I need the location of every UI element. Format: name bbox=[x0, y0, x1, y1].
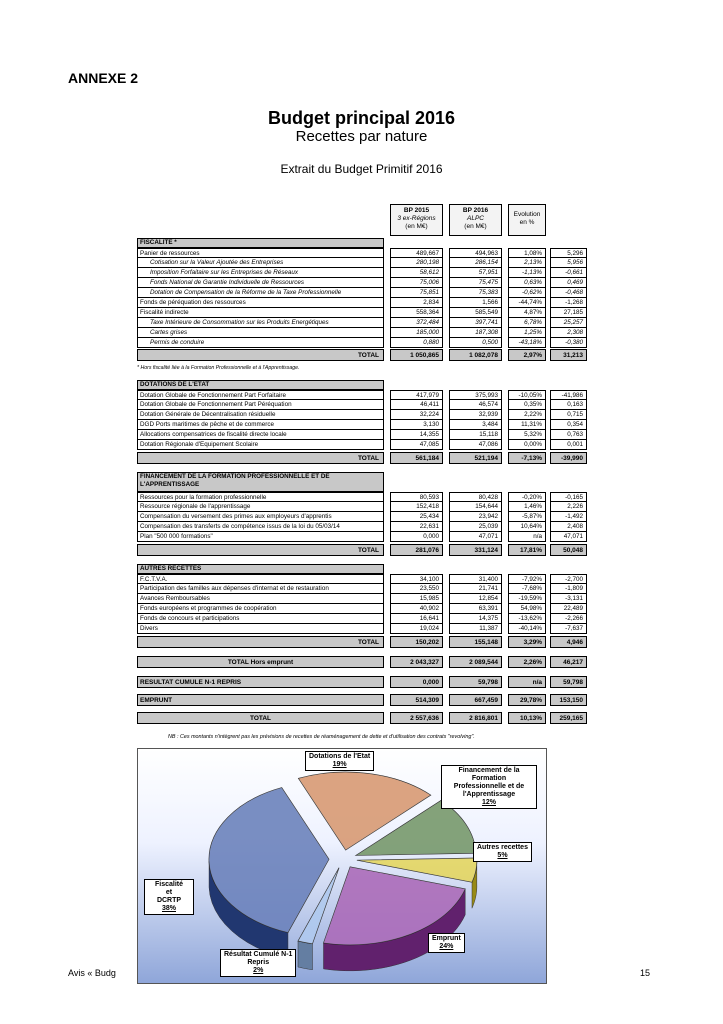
table-row bbox=[137, 502, 583, 512]
table-row bbox=[137, 512, 583, 522]
table-row bbox=[137, 308, 583, 318]
total-value: 561,184 bbox=[390, 452, 443, 464]
section-autres: AUTRES RECETTES bbox=[137, 564, 384, 574]
pie-chart bbox=[137, 748, 547, 984]
label-fiscalite: Fiscalité et DCRTP 38% bbox=[144, 879, 194, 915]
row-value: 47,086 bbox=[449, 440, 502, 450]
page-number: 15 bbox=[640, 968, 651, 978]
row-label: Permis de conduire bbox=[137, 338, 384, 348]
total-label: RESULTAT CUMULE N-1 REPRIS bbox=[137, 676, 384, 688]
row-label: Fonds de concours et participations bbox=[137, 614, 384, 624]
row-label: Dotation Globale de Fonctionnement Part Péréquation bbox=[137, 400, 384, 410]
slice-resultat-side bbox=[298, 941, 312, 970]
total-label: TOTAL bbox=[137, 349, 384, 361]
table-row bbox=[137, 338, 583, 348]
row-label: Fonds de péréquation des ressources bbox=[137, 298, 384, 308]
row-value: -1,13% bbox=[508, 268, 546, 278]
total-row bbox=[137, 694, 583, 706]
header-bp2015: BP 2015 3 ex-Régions (en M€) bbox=[390, 204, 443, 236]
row-value: 4,87% bbox=[508, 308, 546, 318]
table-row bbox=[137, 258, 583, 268]
row-value: 22,631 bbox=[390, 522, 443, 532]
row-value: -0,165 bbox=[550, 492, 587, 502]
row-value: 47,085 bbox=[390, 440, 443, 450]
row-value: 23,942 bbox=[449, 512, 502, 522]
total-value: 514,309 bbox=[390, 694, 443, 706]
row-label: Fiscalité indirecte bbox=[137, 308, 384, 318]
row-value: 75,006 bbox=[390, 278, 443, 288]
table-row bbox=[137, 298, 583, 308]
row-label: Allocations compensatrices de fiscalité directe locale bbox=[137, 430, 384, 440]
row-value: 3,484 bbox=[449, 420, 502, 430]
row-value: 63,391 bbox=[449, 604, 502, 614]
row-value: n/a bbox=[508, 532, 546, 542]
row-value: -1,809 bbox=[550, 584, 587, 594]
row-label: Ressources pour la formation professionnelle bbox=[137, 492, 384, 502]
total-label: EMPRUNT bbox=[137, 694, 384, 706]
header-bp2016: BP 2016 ALPC (en M€) bbox=[449, 204, 502, 236]
total-value: 31,213 bbox=[550, 349, 587, 361]
total-value: 2 557,636 bbox=[390, 712, 443, 724]
row-label: Dotation Globale de Fonctionnement Part Forfaitaire bbox=[137, 390, 384, 400]
row-value: 1,08% bbox=[508, 248, 546, 258]
row-value: 15,985 bbox=[390, 594, 443, 604]
total-value: 17,81% bbox=[508, 544, 546, 556]
row-value: 11,387 bbox=[449, 624, 502, 634]
row-value: 0,163 bbox=[550, 400, 587, 410]
total-row bbox=[137, 349, 583, 361]
row-value: 58,612 bbox=[390, 268, 443, 278]
section-formation: FINANCEMENT DE LA FORMATION PROFESSIONNELLE ET DE L'APPRENTISSAGE bbox=[137, 472, 384, 492]
row-value: 372,484 bbox=[390, 318, 443, 328]
row-value: -10,05% bbox=[508, 390, 546, 400]
page-title: Budget principal 2016 bbox=[267, 108, 456, 128]
row-value: 40,902 bbox=[390, 604, 443, 614]
table-row bbox=[137, 440, 583, 450]
row-value: -7,637 bbox=[550, 624, 587, 634]
label-dotations: Dotations de l'Etat 19% bbox=[305, 751, 374, 771]
row-label: Avances Remboursables bbox=[137, 594, 384, 604]
nb-note: NB : Ces montants n'intègrent pas les prévisions de recettes de réaménagement de dette et d'utilisation des contrats "revolving". bbox=[168, 734, 475, 740]
table-row bbox=[137, 614, 583, 624]
total-value: 29,78% bbox=[508, 694, 546, 706]
row-value: 19,024 bbox=[390, 624, 443, 634]
row-value: -0,661 bbox=[550, 268, 587, 278]
total-label: TOTAL bbox=[137, 712, 384, 724]
table-row bbox=[137, 318, 583, 328]
footer-left: Avis « Budg bbox=[68, 968, 116, 978]
row-value: 75,383 bbox=[449, 288, 502, 298]
row-value: 154,644 bbox=[449, 502, 502, 512]
row-value: 2,13% bbox=[508, 258, 546, 268]
row-value: 46,411 bbox=[390, 400, 443, 410]
row-value: 0,500 bbox=[449, 338, 502, 348]
total-label: TOTAL Hors emprunt bbox=[137, 656, 384, 668]
total-value: 10,13% bbox=[508, 712, 546, 724]
table-row bbox=[137, 532, 583, 542]
table-note: * Hors fiscalité liée à la Formation Professionnelle et à l'Apprentissage. bbox=[137, 365, 300, 371]
row-value: -41,986 bbox=[550, 390, 587, 400]
table-row bbox=[137, 492, 583, 502]
total-value: 521,194 bbox=[449, 452, 502, 464]
row-value: 1,46% bbox=[508, 502, 546, 512]
row-value: 0,35% bbox=[508, 400, 546, 410]
row-value: 0,63% bbox=[508, 278, 546, 288]
row-value: 80,428 bbox=[449, 492, 502, 502]
total-value: n/a bbox=[508, 676, 546, 688]
row-label: Compensation des transferts de compétence issus de la loi du 05/03/14 bbox=[137, 522, 384, 532]
total-row bbox=[137, 712, 583, 724]
row-value: -7,68% bbox=[508, 584, 546, 594]
row-value: 31,400 bbox=[449, 574, 502, 584]
label-autres: Autres recettes 5% bbox=[473, 842, 532, 862]
row-value: 0,715 bbox=[550, 410, 587, 420]
table-row bbox=[137, 604, 583, 614]
label-formation: Financement de la Formation Professionnelle et de l'Apprentissage 12% bbox=[441, 765, 537, 809]
row-value: 187,308 bbox=[449, 328, 502, 338]
row-value: 1,566 bbox=[449, 298, 502, 308]
row-label: Imposition Forfaitaire sur les Entreprises de Réseaux bbox=[137, 268, 384, 278]
total-row bbox=[137, 636, 583, 648]
row-label: F.C.T.V.A. bbox=[137, 574, 384, 584]
row-value: 494,963 bbox=[449, 248, 502, 258]
row-label: Compensation du versement des primes aux employeurs d'apprentis bbox=[137, 512, 384, 522]
row-label: Ressource régionale de l'apprentissage bbox=[137, 502, 384, 512]
total-value: 153,150 bbox=[550, 694, 587, 706]
row-value: 54,98% bbox=[508, 604, 546, 614]
row-label: Participation des familles aux dépenses d'internat et de restauration bbox=[137, 584, 384, 594]
row-value: -1,268 bbox=[550, 298, 587, 308]
label-resultat: Résultat Cumulé N-1 Repris 2% bbox=[220, 949, 296, 977]
row-value: -7,92% bbox=[508, 574, 546, 584]
row-value: -2,700 bbox=[550, 574, 587, 584]
total-label: TOTAL bbox=[137, 544, 384, 556]
row-value: -1,492 bbox=[550, 512, 587, 522]
table-row bbox=[137, 248, 583, 258]
row-value: 34,100 bbox=[390, 574, 443, 584]
total-value: -7,13% bbox=[508, 452, 546, 464]
row-value: 14,375 bbox=[449, 614, 502, 624]
total-value: 2 043,327 bbox=[390, 656, 443, 668]
row-label: Cotisation sur la Valeur Ajoutée des Entreprises bbox=[137, 258, 384, 268]
table-row bbox=[137, 328, 583, 338]
table-row bbox=[137, 288, 583, 298]
row-value: 21,741 bbox=[449, 584, 502, 594]
row-label: Fonds National de Garantie Individuelle de Ressources bbox=[137, 278, 384, 288]
row-value: 32,224 bbox=[390, 410, 443, 420]
total-value: 155,148 bbox=[449, 636, 502, 648]
row-value: 75,851 bbox=[390, 288, 443, 298]
total-value: 281,076 bbox=[390, 544, 443, 556]
total-label: TOTAL bbox=[137, 452, 384, 464]
row-value: -0,468 bbox=[550, 288, 587, 298]
row-value: 2,226 bbox=[550, 502, 587, 512]
row-value: 558,364 bbox=[390, 308, 443, 318]
row-value: 6,78% bbox=[508, 318, 546, 328]
row-value: -43,18% bbox=[508, 338, 546, 348]
row-value: -0,62% bbox=[508, 288, 546, 298]
row-value: 286,154 bbox=[449, 258, 502, 268]
total-value: 667,459 bbox=[449, 694, 502, 706]
table-row bbox=[137, 574, 583, 584]
total-value: 1 082,078 bbox=[449, 349, 502, 361]
row-value: 15,118 bbox=[449, 430, 502, 440]
row-value: 25,257 bbox=[550, 318, 587, 328]
row-label: Divers bbox=[137, 624, 384, 634]
row-label: Fonds européens et programmes de coopération bbox=[137, 604, 384, 614]
row-value: 2,408 bbox=[550, 522, 587, 532]
table-row bbox=[137, 584, 583, 594]
total-value: 2 816,801 bbox=[449, 712, 502, 724]
row-value: 585,549 bbox=[449, 308, 502, 318]
row-value: 3,130 bbox=[390, 420, 443, 430]
row-value: -13,62% bbox=[508, 614, 546, 624]
total-row bbox=[137, 676, 583, 688]
total-value: 331,124 bbox=[449, 544, 502, 556]
table-row bbox=[137, 624, 583, 634]
row-value: -44,74% bbox=[508, 298, 546, 308]
row-value: 280,198 bbox=[390, 258, 443, 268]
row-value: 25,039 bbox=[449, 522, 502, 532]
row-value: 16,641 bbox=[390, 614, 443, 624]
row-value: 417,979 bbox=[390, 390, 443, 400]
total-value: 2 089,544 bbox=[449, 656, 502, 668]
section-dotations: DOTATIONS DE L'ETAT bbox=[137, 380, 384, 390]
extract-title: Extrait du Budget Primitif 2016 bbox=[280, 162, 443, 176]
table-row bbox=[137, 410, 583, 420]
row-value: 23,550 bbox=[390, 584, 443, 594]
table-row bbox=[137, 278, 583, 288]
row-label: Panier de ressources bbox=[137, 248, 384, 258]
total-value: 1 050,865 bbox=[390, 349, 443, 361]
row-value: 0,354 bbox=[550, 420, 587, 430]
total-value: 59,798 bbox=[550, 676, 587, 688]
row-label: Plan "500 000 formations" bbox=[137, 532, 384, 542]
table-row bbox=[137, 268, 583, 278]
annex-label: ANNEXE 2 bbox=[68, 70, 139, 86]
row-value: -2,266 bbox=[550, 614, 587, 624]
total-value: 50,048 bbox=[550, 544, 587, 556]
row-value: 80,593 bbox=[390, 492, 443, 502]
row-value: 10,64% bbox=[508, 522, 546, 532]
row-value: 47,071 bbox=[449, 532, 502, 542]
row-value: -3,131 bbox=[550, 594, 587, 604]
row-value: 32,939 bbox=[449, 410, 502, 420]
total-value: 59,798 bbox=[449, 676, 502, 688]
row-value: 0,880 bbox=[390, 338, 443, 348]
total-value: 2,97% bbox=[508, 349, 546, 361]
row-value: -0,380 bbox=[550, 338, 587, 348]
row-value: 152,418 bbox=[390, 502, 443, 512]
table-row bbox=[137, 400, 583, 410]
row-value: 2,22% bbox=[508, 410, 546, 420]
row-label: Dotation Régionale d'Equipement Scolaire bbox=[137, 440, 384, 450]
page-subtitle: Recettes par nature bbox=[295, 128, 428, 145]
row-label: Dotation Générale de Décentralisation résiduelle bbox=[137, 410, 384, 420]
row-label: DGD Ports maritimes de pêche et de commerce bbox=[137, 420, 384, 430]
row-value: 27,185 bbox=[550, 308, 587, 318]
row-value: 75,475 bbox=[449, 278, 502, 288]
total-value: 4,946 bbox=[550, 636, 587, 648]
row-value: 0,763 bbox=[550, 430, 587, 440]
row-value: 397,741 bbox=[449, 318, 502, 328]
row-value: 185,000 bbox=[390, 328, 443, 338]
row-value: 1,25% bbox=[508, 328, 546, 338]
total-value: 46,217 bbox=[550, 656, 587, 668]
row-value: 46,574 bbox=[449, 400, 502, 410]
table-row bbox=[137, 522, 583, 532]
total-value: -39,990 bbox=[550, 452, 587, 464]
section-fiscalite: FISCALITE * bbox=[137, 238, 384, 248]
row-value: 25,434 bbox=[390, 512, 443, 522]
row-value: 11,31% bbox=[508, 420, 546, 430]
row-value: 0,469 bbox=[550, 278, 587, 288]
row-value: 0,00% bbox=[508, 440, 546, 450]
row-label: Dotation de Compensation de la Réforme de la Taxe Professionnelle bbox=[137, 288, 384, 298]
row-value: -5,87% bbox=[508, 512, 546, 522]
row-value: 47,071 bbox=[550, 532, 587, 542]
row-value: -40,14% bbox=[508, 624, 546, 634]
header-evolution: Evolution en % bbox=[508, 204, 546, 236]
row-value: 22,489 bbox=[550, 604, 587, 614]
row-value: 2,308 bbox=[550, 328, 587, 338]
row-value: 57,951 bbox=[449, 268, 502, 278]
row-value: -19,59% bbox=[508, 594, 546, 604]
total-value: 3,29% bbox=[508, 636, 546, 648]
total-value: 259,165 bbox=[550, 712, 587, 724]
total-row bbox=[137, 452, 583, 464]
total-label: TOTAL bbox=[137, 636, 384, 648]
row-value: 0,001 bbox=[550, 440, 587, 450]
table-row bbox=[137, 594, 583, 604]
row-value: 489,667 bbox=[390, 248, 443, 258]
row-value: 14,355 bbox=[390, 430, 443, 440]
total-value: 0,000 bbox=[390, 676, 443, 688]
row-value: 5,956 bbox=[550, 258, 587, 268]
total-value: 150,202 bbox=[390, 636, 443, 648]
table-row bbox=[137, 430, 583, 440]
label-emprunt: Emprunt 24% bbox=[428, 933, 465, 953]
row-label: Cartes grises bbox=[137, 328, 384, 338]
row-value: 2,834 bbox=[390, 298, 443, 308]
row-value: 5,296 bbox=[550, 248, 587, 258]
total-row bbox=[137, 656, 583, 668]
total-value: 2,26% bbox=[508, 656, 546, 668]
row-label: Taxe Intérieure de Consommation sur les Produits Energétiques bbox=[137, 318, 384, 328]
row-value: 0,000 bbox=[390, 532, 443, 542]
row-value: 375,993 bbox=[449, 390, 502, 400]
row-value: 12,854 bbox=[449, 594, 502, 604]
total-row bbox=[137, 544, 583, 556]
row-value: 5,32% bbox=[508, 430, 546, 440]
table-row bbox=[137, 390, 583, 400]
table-row bbox=[137, 420, 583, 430]
row-value: -0,20% bbox=[508, 492, 546, 502]
